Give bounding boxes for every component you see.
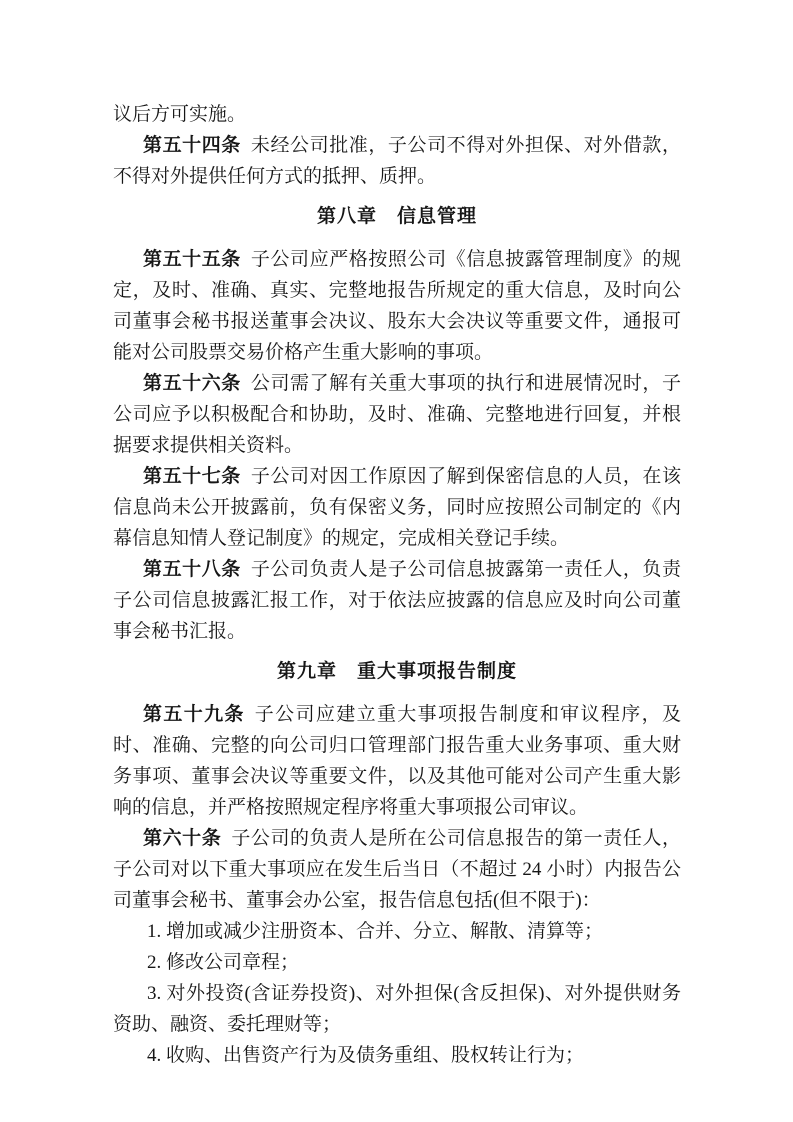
article-number: 第五十六条 bbox=[143, 373, 241, 394]
article-number: 第六十条 bbox=[143, 828, 222, 849]
article-text: 子公司应建立重大事项报告制度和审议程序，及时、准确、完整的向公司归口管理部门报告重大业务事项、重大财务事项、董事会决议等重要文件，以及其他可能对公司产生重大影响的信息，并严格按照规定程序将重大事项报公司审议。 bbox=[113, 704, 681, 818]
article-text: 子公司应严格按照公司《信息披露管理制度》的规定，及时、准确、真实、完整地报告所规定的重大信息，及时向公司董事会秘书报送董事会决议、股东大会决议等重要文件，通报可能对公司股票交易价格产生重大影响的事项。 bbox=[113, 249, 681, 363]
continuation-paragraph: 议后方可实施。 bbox=[113, 104, 247, 125]
article-paragraph bbox=[113, 368, 681, 461]
list-item: 3. 对外投资(含证券投资)、对外担保(含反担保)、对外提供财务资助、融资、委托理财等； bbox=[113, 983, 681, 1035]
article-number: 第五十九条 bbox=[143, 704, 245, 725]
article-paragraph bbox=[113, 554, 681, 647]
list-item: 1. 增加或减少注册资本、合并、分立、解散、清算等； bbox=[147, 921, 604, 942]
article-text: 公司需了解有关重大事项的执行和进展情况时，子公司应予以积极配合和协助，及时、准确、完整地进行回复，并根据要求提供相关资料。 bbox=[113, 373, 681, 456]
article-paragraph bbox=[113, 130, 681, 192]
article-number: 第五十五条 bbox=[143, 249, 241, 270]
article-paragraph bbox=[113, 244, 681, 368]
article-text: 子公司的负责人是所在公司信息报告的第一责任人，子公司对以下重大事项应在发生后当日（不超过 24 小时）内报告公司董事会秘书、董事会办公室，报告信息包括(但不限于)： bbox=[113, 828, 681, 911]
article-number: 第五十八条 bbox=[143, 559, 241, 580]
article-number: 第五十四条 bbox=[143, 135, 241, 156]
article-text: 未经公司批准，子公司不得对外担保、对外借款，不得对外提供任何方式的抵押、质押。 bbox=[113, 135, 681, 187]
article-text: 子公司负责人是子公司信息披露第一责任人，负责子公司信息披露汇报工作，对于依法应披露的信息应及时向公司董事会秘书汇报。 bbox=[113, 559, 681, 642]
chapter-heading: 第八章 信息管理 bbox=[316, 206, 477, 227]
article-paragraph bbox=[113, 699, 681, 823]
article-paragraph bbox=[113, 823, 681, 916]
document-content bbox=[113, 99, 681, 1071]
article-text: 子公司对因工作原因了解到保密信息的人员，在该信息尚未公开披露前，负有保密义务，同时应按照公司制定的《内幕信息知情人登记制度》的规定，完成相关登记手续。 bbox=[113, 466, 681, 549]
article-paragraph bbox=[113, 461, 681, 554]
article-number: 第五十七条 bbox=[143, 466, 241, 487]
list-item: 4. 收购、出售资产行为及债务重组、股权转让行为； bbox=[147, 1045, 585, 1066]
chapter-heading: 第九章 重大事项报告制度 bbox=[276, 661, 517, 682]
list-item: 2. 修改公司章程； bbox=[147, 952, 300, 973]
